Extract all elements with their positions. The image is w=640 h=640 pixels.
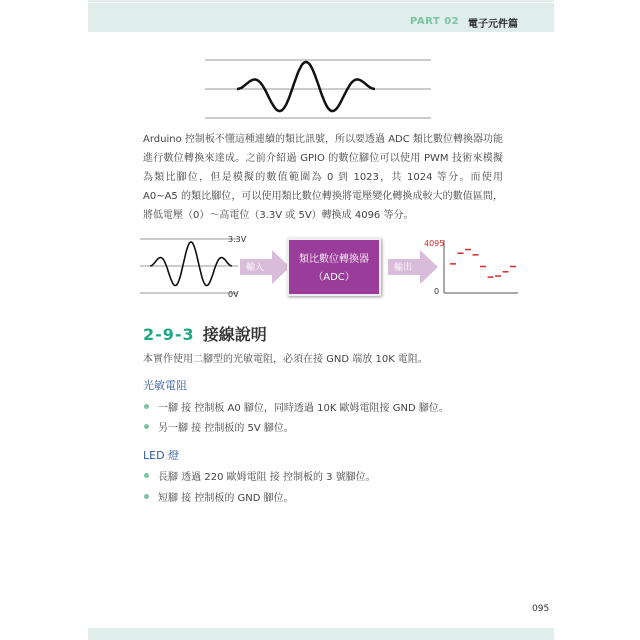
part-label: PART 02 [410,16,460,27]
sine-wave-figure [205,55,435,127]
list-item: 短腳 接 控制板的 GND 腳位。 [158,493,294,504]
group-title-led: LED 燈 [143,449,180,462]
page-number: 095 [532,604,550,614]
bullet-icon [144,404,149,409]
footer-band [88,628,554,640]
section-intro: 本實作使用二腳型的光敏電阻，必須在接 GND 端放 10K 電阻。 [143,354,428,365]
list-item: 一腳 接 控制板 A0 腳位，同時透過 10K 歐姆電阻接 GND 腳位。 [158,403,449,414]
list-item: 長腳 透過 220 歐姆電阻 接 控制板的 3 號腳位。 [158,472,376,483]
y-max-label: 4095 [424,239,445,248]
voltage-high-label: 3.3V [228,235,247,244]
section-number: 2-9-3 [143,325,195,344]
adc-subtitle: （ADC） [313,272,355,283]
section-heading [143,322,267,345]
group-title-photoresistor: 光敏電阻 [143,379,187,392]
digital-output-chart [440,238,520,296]
adc-box [287,238,381,296]
y-min-label: 0 [434,287,440,296]
bullet-icon [144,424,149,429]
output-label: 輸出 [394,263,413,273]
section-title: 接線說明 [202,325,267,344]
bullet-icon [144,494,149,499]
input-label: 輸入 [246,263,265,273]
list-item: 另一腳 接 控制板的 5V 腳位。 [158,423,294,434]
bullet-icon [144,473,149,478]
adc-title: 類比數位轉換器 [299,254,369,265]
voltage-low-label: 0V [228,290,239,299]
chapter-title: 電子元件篇 [468,19,518,30]
output-arrow [388,250,438,284]
analog-signal-figure [140,236,240,298]
body-paragraph: Arduino 控制板不懂這種連續的類比訊號，所以要透過 ADC 類比數位轉換器功能進行數位轉換來達成。之前介紹過 GPIO 的數位腳位可以使用 PWM 技術來模擬為類比腳位，但是模擬的數值範圍為 0 到 1023，共 1024 等分。而使用 A0~A5 的類比腳位，可以使用類比數位轉換將電壓變化轉換成較大的數值區間，將低電壓（0）～高電位（3.3V 或 5V）轉換成 4096 等分。 [143,134,503,221]
input-arrow [240,250,290,284]
